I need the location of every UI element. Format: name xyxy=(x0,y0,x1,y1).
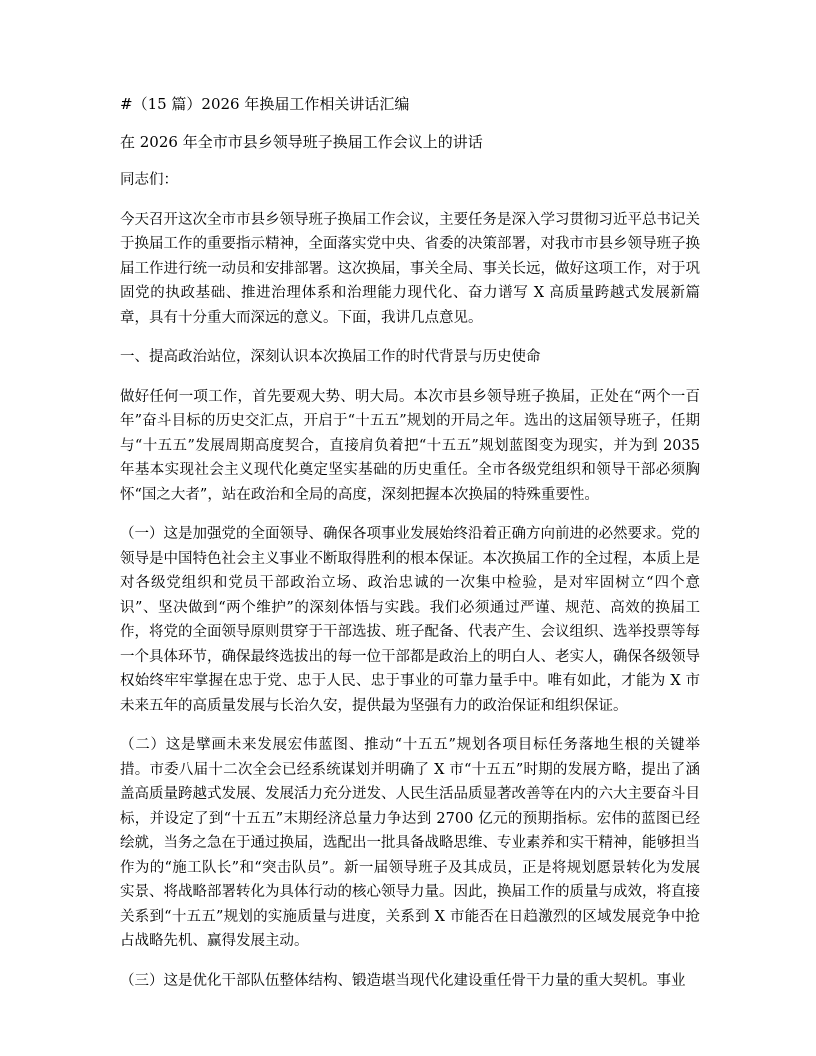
salutation: 同志们： xyxy=(120,172,178,188)
point-3-paragraph: （三）这是优化干部队伍整体结构、锻造堪当现代化建设重任骨干力量的重大契机。事业 xyxy=(120,972,686,989)
speech-title: 在 2026 年全市市县乡领导班子换届工作会议上的讲话 xyxy=(120,133,483,151)
point-2-paragraph: （二）这是擘画未来发展宏伟蓝图、推动“十五五”规划各项目标任务落地生根的关键举措。市委八届十二次全会已经系统谋划并明确了 X 市“十五五”时期的发展方略，提出了涵盖高质量跨越式发展、发展活力充分迸发、人民生活品质显著改善等在内的六大主要奋斗目标，并设定了到“十五五”末期经济总量力争达到 2700 亿元的预期指标。宏伟的蓝图已经绘就，当务之急在于通过换届，选配出一批具备战略思维、专业素养和实干精神，能够担当作为的“施工队长”和“突击队员”。新一届领导班子及其成员，正是将规划愿景转化为发展实景、将战略部署转化为具体行动的核心领导力量。因此，换届工作的质量与成效，将直接关系到“十五五”规划的实施质量与进度，关系到 X 市能否在日趋激烈的区域发展竞争中抢占战略先机、赢得发展主动。 xyxy=(120,737,700,949)
document-title: #（15 篇）2026 年换届工作相关讲话汇编 xyxy=(120,95,410,113)
document-page xyxy=(120,92,700,1008)
intro-paragraph: 今天召开这次全市市县乡领导班子换届工作会议，主要任务是深入学习贯彻习近平总书记关于换届工作的重要指示精神，全面落实党中央、省委的决策部署，对我市市县乡领导班子换届工作进行统一动员和安排部署。这次换届，事关全局、事关长远，做好这项工作，对于巩固党的执政基础、推进治理体系和治理能力现代化、奋力谱写 X 高质量跨越式发展新篇章，具有十分重大而深远的意义。下面，我讲几点意见。 xyxy=(120,211,700,326)
section-1-paragraph: 做好任何一项工作，首先要观大势、明大局。本次市县乡领导班子换届，正处在“两个一百年”奋斗目标的历史交汇点，开启于“十五五”规划的开局之年。选出的这届领导班子，任期与“十五五”发展周期高度契合，直接肩负着把“十五五”规划蓝图变为现实，并为到 2035 年基本实现社会主义现代化奠定坚实基础的历史重任。全市各级党组织和领导干部必须胸怀“国之大者”，站在政治和全局的高度，深刻把握本次换届的特殊重要性。 xyxy=(120,388,700,503)
section-heading-1: 一、提高政治站位，深刻认识本次换届工作的时代背景与历史使命 xyxy=(120,349,541,365)
point-1-paragraph: （一）这是加强党的全面领导、确保各项事业发展始终沿着正确方向前进的必然要求。党的领导是中国特色社会主义事业不断取得胜利的根本保证。本次换届工作的全过程，本质上是对各级党组织和党员干部政治立场、政治忠诚的一次集中检验，是对牢固树立“四个意识”、坚决做到“两个维护”的深刻体悟与实践。我们必须通过严谨、规范、高效的换届工作，将党的全面领导原则贯穿于干部选拔、班子配备、代表产生、会议组织、选举投票等每一个具体环节，确保最终选拔出的每一位干部都是政治上的明白人、老实人，确保各级领导权始终牢牢掌握在忠于党、忠于人民、忠于事业的可靠力量手中。唯有如此，才能为 X 市未来五年的高质量发展与长治久安，提供最为坚强有力的政治保证和组织保证。 xyxy=(120,526,700,714)
